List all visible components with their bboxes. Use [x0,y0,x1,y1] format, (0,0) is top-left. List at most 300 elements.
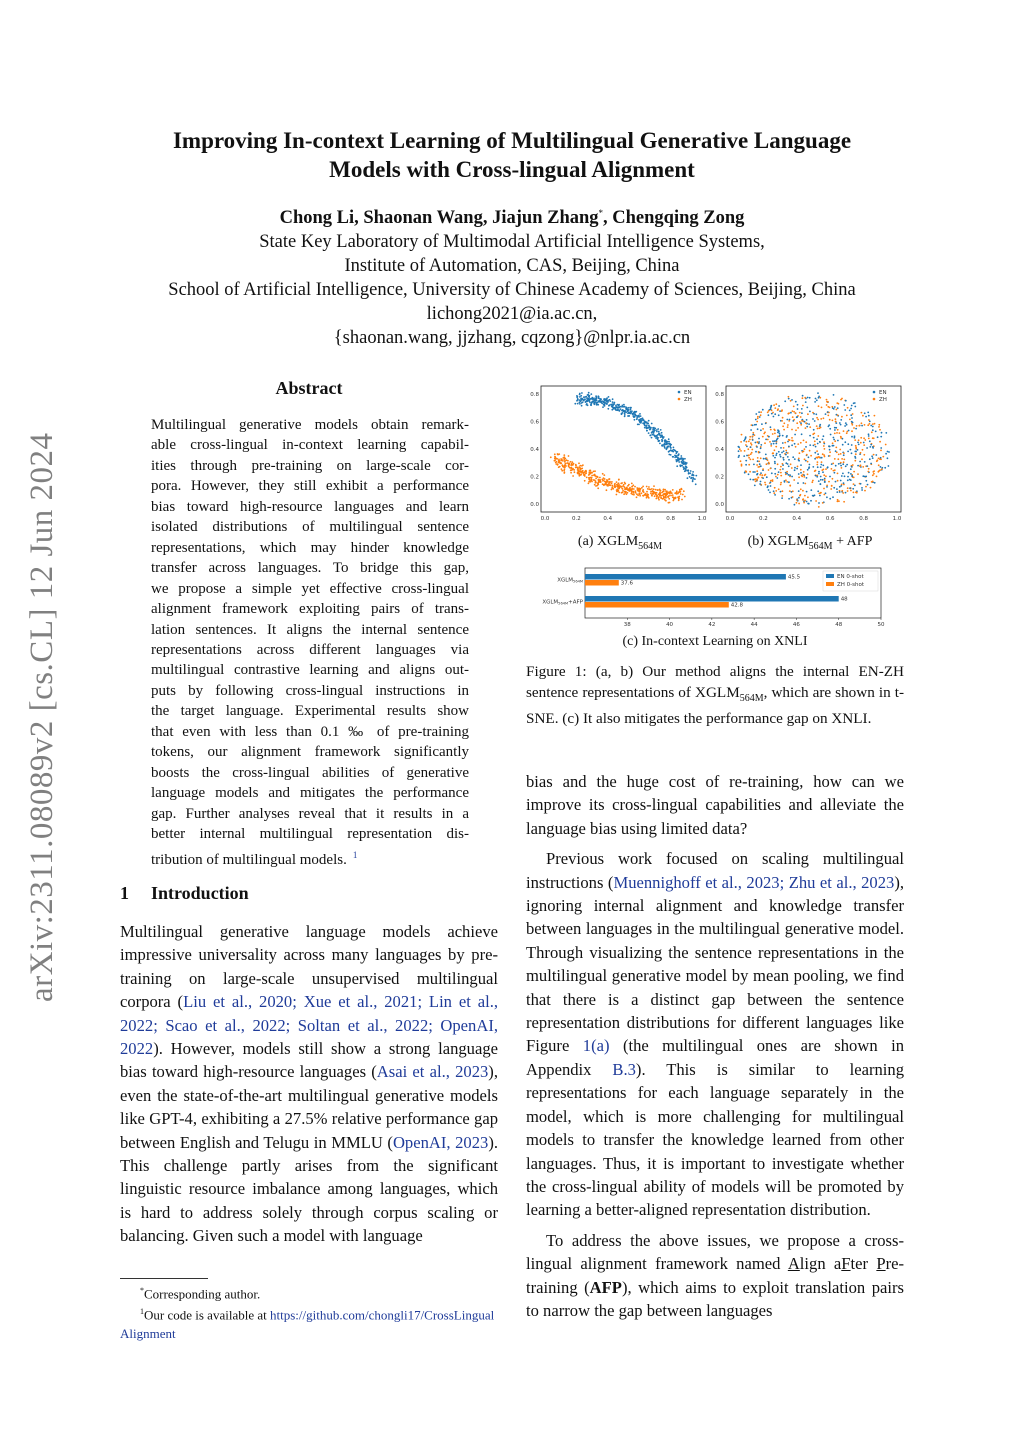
citation-link[interactable]: OpenAI, 2023 [392,1132,489,1152]
tsne-point-zh [780,466,782,468]
email-1: lichong2021@ia.ac.cn, [426,304,598,325]
tsne-point-en [584,398,586,400]
tsne-point-en [694,478,696,480]
tsne-point-zh [872,437,874,439]
corresponding-mark: * [598,208,604,218]
tsne-point-zh [661,492,663,494]
tsne-point-zh [800,469,802,471]
tsne-point-zh [760,414,762,416]
tsne-point-zh [762,428,764,430]
tsne-point-en [638,419,640,421]
tsne-point-zh [841,416,843,418]
title-line-2: Models with Cross-lingual Alignment [329,157,695,182]
tsne-point-en [797,408,799,410]
bar-zh [585,580,619,586]
tsne-point-en [852,488,854,490]
bar-en [585,596,839,602]
tsne-point-zh [740,450,742,452]
tsne-point-en [746,455,748,457]
tsne-point-zh [563,459,565,461]
tsne-point-en [845,422,847,424]
tsne-point-zh [840,399,842,401]
tsne-point-zh [581,471,583,473]
tsne-point-zh [834,433,836,435]
tsne-point-en [608,396,610,398]
tsne-point-zh [787,424,789,426]
tsne-point-en [848,472,850,474]
tsne-point-en [648,420,650,422]
tsne-point-en [828,426,830,428]
tsne-point-en [786,435,788,437]
tsne-point-en [681,462,683,464]
tsne-point-en [819,424,821,426]
tsne-point-en [644,427,646,429]
tsne-point-zh [837,414,839,416]
tsne-point-en [877,436,879,438]
tsne-point-en [603,404,605,406]
tsne-point-en [774,413,776,415]
tsne-point-zh [885,444,887,446]
tsne-point-zh [607,485,609,487]
tsne-point-zh [750,459,752,461]
tsne-point-zh [803,502,805,504]
tsne-point-zh [775,446,777,448]
tsne-point-zh [800,424,802,426]
tsne-point-zh [823,445,825,447]
tsne-point-zh [765,484,767,486]
tsne-point-en [865,476,867,478]
tsne-point-zh [754,478,756,480]
tsne-point-en [648,432,650,434]
tsne-point-en [668,454,670,456]
tsne-point-zh [629,490,631,492]
tsne-point-zh [878,426,880,428]
tsne-point-zh [749,471,751,473]
tsne-point-en [807,469,809,471]
tsne-y-tick: 0.4 [530,447,539,453]
tsne-point-en [775,443,777,445]
tsne-point-zh [814,444,816,446]
tsne-point-en [595,398,597,400]
tsne-point-en [815,398,817,400]
tsne-point-zh [678,498,680,500]
tsne-point-zh [565,465,567,467]
tsne-point-zh [602,473,604,475]
figure-ref-link[interactable]: 1(a) [582,1036,610,1056]
tsne-point-zh [860,452,862,454]
tsne-point-zh [792,416,794,418]
tsne-point-en [681,457,683,459]
tsne-point-zh [821,461,823,463]
tsne-point-en [683,462,685,464]
tsne-point-zh [572,464,574,466]
tsne-point-en [845,400,847,402]
tsne-point-zh [674,497,676,499]
tsne-point-en [836,488,838,490]
tsne-point-zh [786,481,788,483]
tsne-point-en [805,446,807,448]
tsne-point-en [750,446,752,448]
tsne-point-en [863,442,865,444]
tsne-point-zh [622,490,624,492]
tsne-point-en [857,465,859,467]
tsne-point-zh [874,423,876,425]
tsne-point-zh [756,479,758,481]
tsne-point-en [752,471,754,473]
tsne-point-zh [570,472,572,474]
tsne-point-zh [658,499,660,501]
footnote-mark: 1 [140,1307,144,1317]
tsne-point-en [833,394,835,396]
tsne-point-en [834,406,836,408]
tsne-point-zh [752,432,754,434]
tsne-point-zh [618,492,620,494]
xnli-bar-chart [527,566,897,628]
tsne-point-en [817,392,819,394]
tsne-point-en [661,439,663,441]
tsne-point-en [788,498,790,500]
tsne-point-zh [864,490,866,492]
tsne-point-zh [631,483,633,485]
tsne-point-zh [760,457,762,459]
tsne-y-tick: 0.0 [530,502,539,508]
tsne-point-en [842,473,844,475]
tsne-point-zh [802,490,804,492]
tsne-point-en [847,476,849,478]
arxiv-stamp: arXiv:2311.08089v2 [cs.CL] 12 Jun 2024 [24,432,60,1002]
tsne-point-en [806,426,808,428]
tsne-y-tick: 0.6 [530,419,539,426]
abstract-line: tribution of multilingual models. $^1$ [151,849,358,868]
p3-text-a: To address the above issues, we propose a cross-lingual alignment framework named [526,1230,904,1274]
tsne-point-zh [797,427,799,429]
tsne-point-zh [562,460,564,462]
tsne-point-en [621,406,623,408]
tsne-point-en [670,450,672,452]
tsne-point-zh [603,474,605,476]
tsne-point-zh [660,495,662,497]
tsne-point-en [790,412,792,414]
tsne-point-en [770,426,772,428]
tsne-point-zh [819,427,821,429]
tsne-point-en [807,397,809,399]
tsne-point-en [871,455,873,457]
tsne-point-en [632,413,634,415]
tsne-point-en [801,412,803,414]
abstract-line: the target language. Experimental results show [151,703,469,720]
tsne-point-zh [626,493,628,495]
tsne-point-en [744,439,746,441]
tsne-point-en [846,464,848,466]
code-url-link[interactable]: https://github.com/chongli17/CrossLingualAlignment [120,1307,495,1341]
tsne-point-zh [862,466,864,468]
tsne-point-en [847,443,849,445]
tsne-point-zh [563,470,565,472]
tsne-point-en [657,434,659,436]
tsne-point-zh [653,492,655,494]
tsne-point-zh [762,468,764,470]
tsne-point-zh [814,440,816,442]
tsne-point-en [752,424,754,426]
tsne-point-en [650,434,652,436]
affiliation-3: School of Artificial Intelligence, University of Chinese Academy of Sciences, Beijing, China [168,280,856,301]
tsne-point-zh [631,490,633,492]
tsne-y-tick: 0.8 [715,392,724,398]
tsne-point-zh [852,413,854,415]
tsne-point-en [661,445,663,447]
tsne-point-zh [775,403,777,405]
tsne-point-en [788,481,790,483]
tsne-point-zh [668,495,670,497]
tsne-point-zh [597,476,599,478]
tsne-point-en [601,402,603,404]
tsne-point-en [800,472,802,474]
tsne-point-zh [571,469,573,471]
tsne-point-en [757,473,759,475]
tsne-point-en [779,410,781,412]
tsne-point-en [590,404,592,406]
tsne-point-zh [676,490,678,492]
tsne-point-en [806,501,808,503]
tsne-point-zh [799,452,801,454]
tsne-point-en [821,457,823,459]
tsne-point-en [776,453,778,455]
citation-link[interactable]: Asai et al., 2023 [376,1062,489,1082]
abstract-line: bias toward high-resource languages and learn [151,498,469,515]
tsne-point-en [613,407,615,409]
tsne-point-zh [825,468,827,470]
tsne-point-en [686,462,688,464]
tsne-point-en [776,439,778,441]
abstract-line: puts by following cross-lingual instructions in [151,682,469,699]
tsne-point-en [597,404,599,406]
tsne-point-zh [831,468,833,470]
tsne-point-zh [817,419,819,421]
tsne-point-en [783,459,785,461]
tsne-point-zh [856,425,858,427]
tsne-point-zh [562,457,564,459]
citation-link[interactable]: Muennighoff et al., 2023; Zhu et al., 2023 [613,872,895,892]
tsne-point-zh [827,415,829,417]
tsne-point-en [679,458,681,460]
tsne-y-tick: 0.6 [715,419,724,426]
tsne-point-zh [861,412,863,414]
tsne-point-zh [863,437,865,439]
abstract-line: language models and mitigates the performance [151,785,469,802]
tsne-point-zh [816,425,818,427]
legend-label: EN 0-shot [837,574,864,580]
section-heading-introduction [120,883,249,904]
tsne-point-en [786,452,788,454]
tsne-point-en [845,465,847,467]
tsne-point-zh [823,488,825,490]
tsne-point-en [867,484,869,486]
tsne-point-en [752,434,754,436]
tsne-point-zh [799,495,801,497]
tsne-point-zh [771,410,773,412]
tsne-point-zh [574,471,576,473]
tsne-point-zh [792,496,794,498]
tsne-y-tick: 0.2 [530,474,539,481]
tsne-point-zh [603,484,605,486]
tsne-point-en [784,400,786,402]
tsne-point-zh [598,479,600,481]
abstract-line: pora. However, they still exhibit a performance [151,478,469,495]
tsne-point-en [652,431,654,433]
tsne-point-en [796,468,798,470]
tsne-point-en [586,403,588,405]
citation-link[interactable]: Liu et al., 2020; Xue et al., 2021; Lin et al., 2022; Scao et al., 2022; Soltan et al., 2022; OpenAI, 2022 [120,992,498,1059]
tsne-point-zh [653,488,655,490]
tsne-point-en [796,416,798,418]
tsne-point-en [822,465,824,467]
tsne-point-en [807,503,809,505]
authors-part-b: , Chengqing Zong [603,208,745,229]
legend-zh: ZH [684,397,692,403]
tsne-point-zh [579,465,581,467]
tsne-point-en [692,471,694,473]
tsne-point-en [643,422,645,424]
tsne-point-en [834,427,836,429]
tsne-point-zh [772,453,774,455]
tsne-point-zh [581,465,583,467]
tsne-point-zh [645,493,647,495]
tsne-point-zh [778,488,780,490]
tsne-point-zh [841,490,843,492]
subcaption-b [725,534,895,552]
tsne-point-en [670,447,672,449]
tsne-point-en [621,410,623,412]
tsne-x-tick: 0.2 [759,516,768,522]
tsne-point-zh [873,454,875,456]
tsne-point-en [789,419,791,421]
tsne-point-zh [567,460,569,462]
tsne-point-zh [804,483,806,485]
tsne-point-en [842,463,844,465]
tsne-point-zh [764,482,766,484]
tsne-point-en [754,471,756,473]
tsne-point-en [782,464,784,466]
tsne-y-tick: 0.2 [715,474,724,481]
tsne-point-zh [595,482,597,484]
tsne-point-zh [643,495,645,497]
tsne-point-zh [803,440,805,442]
tsne-point-zh [855,447,857,449]
tsne-point-zh [839,432,841,434]
paragraph-1: bias and the huge cost of re-training, how can we improve its cross-lingual capabilities and alleviate the language bias using limited data? [526,772,904,838]
tsne-point-en [690,470,692,472]
legend-label: ZH 0-shot [837,582,865,588]
affiliation-2: Institute of Automation, CAS, Beijing, China [344,256,680,277]
abstract-line: Multilingual generative models obtain remark- [151,417,469,433]
tsne-point-en [818,480,820,482]
tsne-point-zh [840,437,842,439]
tsne-point-en [779,454,781,456]
tsne-point-en [853,496,855,498]
tsne-point-en [660,429,662,431]
tsne-point-en [664,447,666,449]
tsne-point-en [850,473,852,475]
tsne-point-en [861,425,863,427]
paper-title [120,126,904,184]
tsne-point-zh [599,477,601,479]
tsne-point-zh [822,453,824,455]
tsne-point-zh [847,490,849,492]
tsne-point-zh [636,493,638,495]
affiliation-1: State Key Laboratory of Multimodal Artificial Intelligence Systems, [259,232,765,253]
tsne-point-zh [571,461,573,463]
tsne-point-zh [795,412,797,414]
tsne-point-zh [648,497,650,499]
tsne-point-en [775,454,777,456]
appendix-ref-link[interactable]: B.3 [612,1059,636,1079]
tsne-point-en [780,491,782,493]
tsne-point-en [813,429,815,431]
tsne-point-zh [681,499,683,501]
tsne-point-en [800,464,802,466]
tsne-point-en [794,469,796,471]
tsne-point-zh [858,439,860,441]
tsne-point-zh [796,422,798,424]
tsne-point-zh [660,497,662,499]
tsne-x-tick: 0.8 [859,516,868,522]
tsne-point-en [812,466,814,468]
tsne-point-en [579,403,581,405]
tsne-point-zh [578,462,580,464]
category-label: XGLM564M [557,577,583,584]
tsne-point-en [829,476,831,478]
tsne-point-en [813,437,815,439]
authors-part-a: Chong Li, Shaonan Wang, Jiajun Zhang [279,208,599,229]
tsne-point-zh [791,440,793,442]
legend-swatch [826,582,834,586]
tsne-y-tick: 0.8 [530,392,539,398]
tsne-point-zh [570,461,572,463]
footnote-ref[interactable]: 1 [352,849,358,860]
tsne-point-en [885,432,887,434]
tsne-point-zh [816,450,818,452]
tsne-point-zh [802,405,804,407]
tsne-point-zh [882,456,884,458]
tsne-point-en [841,475,843,477]
tsne-point-en [668,441,670,443]
tsne-point-en [762,477,764,479]
tsne-point-en [826,486,828,488]
tsne-point-zh [614,485,616,487]
tsne-point-en [760,465,762,467]
tsne-point-zh [818,405,820,407]
tsne-point-en [847,451,849,453]
tsne-point-en [630,409,632,411]
tsne-point-zh [654,495,656,497]
tsne-point-zh [802,397,804,399]
tsne-point-zh [556,461,558,463]
tsne-point-zh [588,471,590,473]
tsne-point-en [760,447,762,449]
p2-text-d: ). This is similar to learning representations for each language separately in the model, which is more challenging for multilingual models to transfer the knowledge learned from other languages. Thus, it is important to investigate whether the cross-lingual ability of models will be promoted by learning a better-aligned representation distribution. [526,1059,905,1220]
tsne-point-en [805,460,807,462]
tsne-point-zh [831,485,833,487]
p3-text-re: re-training ( [526,1254,905,1297]
tsne-point-zh [769,441,771,443]
tsne-point-zh [588,478,590,480]
tsne-point-zh [623,484,625,486]
tsne-point-zh [774,407,776,409]
tsne-point-zh [836,432,838,434]
tsne-point-en [806,491,808,493]
tsne-point-en [770,443,772,445]
tsne-x-tick: 0.4 [603,516,613,522]
